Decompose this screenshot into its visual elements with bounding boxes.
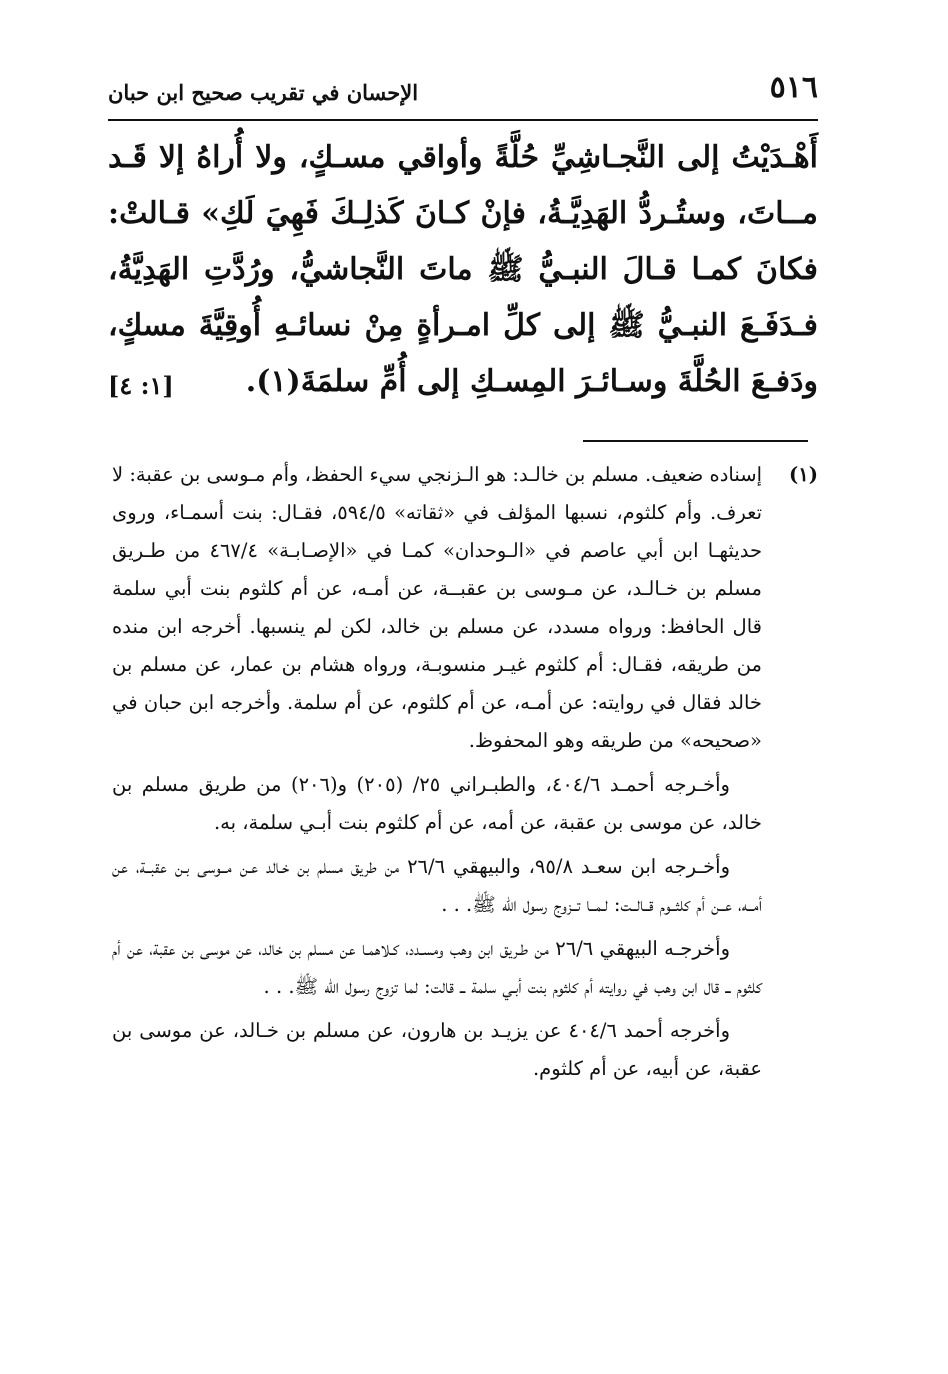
footnote-paragraph: وأخـرجه أحمـد ٤٠٤/٦، والطبـراني ٢٥/ (٢٠٥) و(٢٠٦) من طريق مسلم بن خالد، عن موسى بن عقبة، عن أمه، عن أم كلثوم بنت أبـي سلمة، به. bbox=[112, 773, 762, 834]
footnote-paragraph: إسناده ضعيف. مسلم بن خالـد: هو الـزنجي سيء الحفظ، وأم مـوسى بن عقبة: لا تعرف. وأم كلثوم، نسبها المؤلف في «ثقاته» ٥٩٤/٥، فقـال: بنت أسمـاء، وروى حديثهـا ابن أبي عاصم في «الـوحدان» كمـا في «الإصـابـة» ٤٦٧/٤ من طـريق مسلم بن خـالـد، عن مـوسى بن عقبــة، عن أمـه، عن أم كلثوم بنت أبي سلمة قال الحافظ: ورواه مسدد، عن مسلم بن خالد، لكن لم ينسبها. أخرجه ابن منده من طريقه، فقـال: أم كلثوم غيـر منسوبـة، ورواه هشام بن عمار، عن مسلم بن خالد فقال في روايته: عن أمـه، عن أم كلثوم، عن أم سلمة. وأخرجه ابن حبان في «صحيحه» من طريقه وهو المحفوظ. bbox=[112, 463, 762, 752]
page-number: ٥١٦ bbox=[769, 70, 818, 105]
footnote-divider bbox=[583, 440, 808, 442]
footnote-paragraph: وأخرجه أحمد ٤٠٤/٦ عن يزيـد بن هارون، عن مسلم بن خـالد، عن موسى بن عقبة، عن أبيه، عن أم كلثوم. bbox=[112, 1019, 762, 1080]
page-header bbox=[108, 70, 818, 118]
footnote-paragraph: وأخرجـه البيهقي ٢٦/٦ من طـريق ابن وهب ومسـدد، كـلاهمـا عن مسلم بن خالد، عن موسى بن عقبة، عن أم كلثوم ــ قال ابن وهب في روايته أم كلثوم بنت أبـي سلمة ــ قالت: لما تزوج رسول الله ﷺ. . . bbox=[112, 937, 762, 998]
footnote-section bbox=[112, 456, 818, 1094]
footnote-paragraph: وأخـرجه ابن سعـد ٩٥/٨، والبيهقي ٢٦/٦ من طريق مسلم بن خـالد عـن مــوسى بـن عقبــة، عن أمــه، عــن أم كلثــوم قــالــت: لـمــا تــزوج رسول الله ﷺ. . . bbox=[112, 855, 762, 916]
main-text-block bbox=[108, 130, 818, 410]
header-divider bbox=[108, 119, 818, 121]
footnote-number: (١) bbox=[789, 463, 818, 486]
running-title: الإحسان في تقريب صحيح ابن حبان bbox=[108, 80, 419, 105]
main-paragraph: أَهْـدَيْتُ إلى النَّجـاشِيِّ حُلَّةً وأواقي مسـكٍ، ولا أُراهُ إلا قَـد مــاتَ، وستُـردُّ الهَدِيَّـةُ، فإنْ كـانَ كَذلِـكَ فَهِيَ لَكِ» قـالتْ: فكانَ كمـا قـالَ النبـيُّ ﷺ ماتَ النَّجاشيُّ، ورُدَّتِ الهَدِيَّةُ، فـدَفَـعَ النبـيُّ ﷺ إلى كلِّ امـرأةٍ مِنْ نسائـهِ أُوقِيَّةَ مسكٍ، ودَفـعَ الحُلَّةَ وسـائـرَ المِسـكِ إلى أُمِّ سلمَةَ(١). bbox=[108, 140, 818, 399]
footnote-body bbox=[112, 456, 762, 1088]
hadith-reference: [١: ٤] bbox=[108, 371, 174, 400]
